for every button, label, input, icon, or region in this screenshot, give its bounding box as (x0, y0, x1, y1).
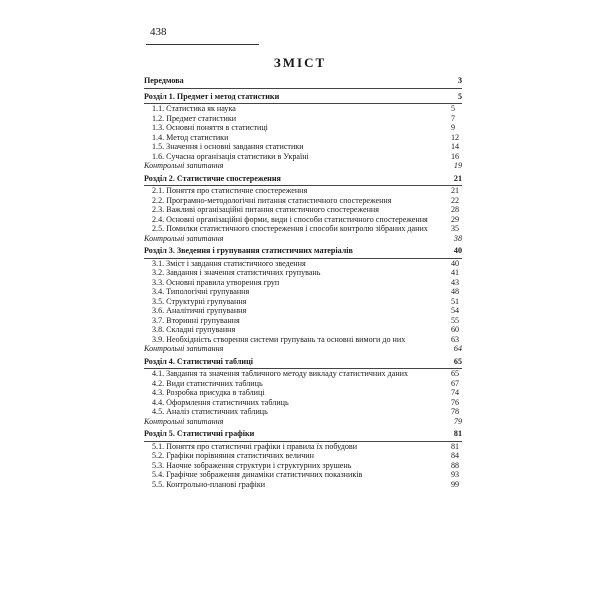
page-title: ЗМІСТ (273, 55, 327, 70)
toc-entry-title: 3.7. Вторинні групування (152, 315, 240, 325)
toc-section-entry (144, 357, 462, 367)
toc-subsection-entry: 3.2. Завдання і значення статистичних групувань 41 (152, 268, 460, 277)
toc-entry-title: 4.5. Аналіз статистичних таблиць (152, 407, 268, 416)
toc-subsection-entry: 2.2. Програмно-методологічні питання статистичного спостереження 22 (152, 195, 460, 205)
toc-entry-title: Розділ 4. Статистичні таблиці (144, 356, 254, 366)
toc-subsection-entry: 4.1. Завдання та значення табличного методу викладу статистичних даних 65 (152, 369, 460, 378)
toc-entry-title: Розділ 2. Статистичне спостереження (144, 173, 281, 183)
toc-subsection-entry: 3.4. Типологічні групування 48 (152, 287, 460, 296)
toc-entry-title: 4.2. Види статистичних таблиць (152, 378, 263, 388)
toc-subsection-entry: 5.2. Графіки порівняння статистичних величин 84 (152, 451, 460, 460)
toc-subsection-entry: 2.1. Поняття про статистичне спостереження 21 (152, 186, 460, 195)
toc-entry-page: 38 (453, 233, 462, 243)
toc-entry-title: 2.4. Основні організаційні форми, види і способи статистичного спостереження (152, 214, 428, 224)
toc-section-entry (144, 76, 462, 86)
toc-entry-title: Контрольні запитання (144, 344, 224, 353)
toc-subsection-entry: 4.4. Оформлення статистичних таблиць 76 (152, 397, 460, 407)
toc-entry-title: 1.4. Метод статистики (152, 132, 229, 142)
toc-entry-title: 1.5. Значення і основні завдання статистики (152, 142, 304, 151)
toc-entry-page: 64 (453, 344, 462, 353)
toc-entry-page: 21 (453, 173, 462, 183)
toc-entry-page: 3 (457, 76, 462, 85)
toc-entry-title: 2.3. Важливі організаційні питання статистичного спостереження (152, 205, 379, 214)
toc-entry-page: 81 (453, 429, 462, 438)
toc-subsection-entry: 3.8. Складні групування 60 (152, 325, 460, 334)
toc-subsection-entry: 5.5. Контрольно-планові графіки 99 (152, 479, 460, 489)
header-rule (146, 44, 259, 45)
toc-entry-page: 79 (453, 416, 462, 426)
toc-subsection-entry: 4.2. Види статистичних таблиць 67 (152, 378, 460, 388)
toc-entry-title: 5.2. Графіки порівняння статистичних величин (152, 451, 314, 460)
toc-entry-title: 3.8. Складні групування (152, 325, 236, 334)
toc-entry-title: 5.4. Графічне зображення динаміки статистичних показників (152, 470, 363, 479)
toc-questions-entry (144, 344, 462, 354)
toc-subsection-entry: 5.4. Графічне зображення динаміки статистичних показників 93 (152, 470, 460, 479)
toc-entry-page: 19 (453, 161, 462, 170)
toc-subsection-entry: 1.2. Предмет статистики 7 (152, 113, 456, 123)
toc-entry-title: 5.1. Поняття про статистичні графіки і правила їх побудови (152, 441, 358, 451)
toc-section-entry (144, 92, 462, 102)
toc-subsection-entry: 3.5. Структурні групування 51 (152, 296, 460, 306)
toc-entry-page: 65 (453, 356, 462, 366)
toc-subsection-entry: 3.7. Вторинні групування 55 (152, 315, 460, 325)
toc-entry-title: 3.2. Завдання і значення статистичних групувань (152, 268, 321, 277)
table-of-contents (144, 76, 462, 489)
toc-entry-title: Розділ 3. Зведення і групування статистичних матеріалів (144, 246, 353, 255)
toc-section-entry (144, 174, 462, 184)
toc-subsection-entry: 3.3. Основні правила утворення груп 43 (152, 277, 460, 287)
toc-subsection-entry: 1.6. Сучасна організація статистики в Україні 16 (152, 151, 460, 161)
toc-entry-title: 5.3. Наочне зображення структури і структурних зрушень (152, 460, 352, 470)
toc-section-entry (144, 429, 462, 439)
toc-subsection-entry: 1.4. Метод статистики 12 (152, 132, 460, 142)
toc-subsection-entry: 2.4. Основні організаційні форми, види і способи статистичного спостереження 29 (152, 214, 460, 224)
toc-questions-entry (144, 161, 462, 171)
toc-entry-title: 3.5. Структурні групування (152, 296, 247, 306)
toc-entry-title: 1.3. Основні поняття в статистиці (152, 123, 268, 132)
toc-entry-title: Розділ 5. Статистичні графіки (144, 429, 255, 438)
toc-entry-title: 4.4. Оформлення статистичних таблиць (152, 397, 289, 407)
toc-entry-title: 2.1. Поняття про статистичне спостереження (152, 186, 308, 195)
toc-entry-title: 3.6. Аналітичні групування (152, 306, 247, 315)
toc-subsection-entry: 3.9. Необхідність створення системи групувань та основні вимоги до них 63 (152, 334, 460, 344)
toc-entry-title: Передмова (144, 76, 184, 85)
toc-entry-title: Контрольні запитання (144, 161, 224, 170)
toc-entry-page: 5 (457, 91, 462, 101)
toc-subsection-entry: 5.3. Наочне зображення структури і структурних зрушень 88 (152, 460, 460, 470)
toc-entry-title: 2.5. Помилки статистичного спостереження і способи контролю зібраних даних (152, 224, 428, 233)
toc-entry-title: 1.2. Предмет статистики (152, 113, 237, 123)
toc-questions-entry (144, 234, 462, 244)
toc-entry-title: 3.9. Необхідність створення системи групувань та основні вимоги до них (152, 334, 406, 344)
toc-entry-title: Розділ 1. Предмет і метод статистики (144, 91, 280, 101)
toc-subsection-entry: 2.3. Важливі організаційні питання статистичного спостереження 28 (152, 205, 460, 214)
page-number: 438 (150, 26, 167, 38)
toc-subsection-entry: 1.5. Значення і основні завдання статистики 14 (152, 142, 460, 151)
toc-entry-title: 1.6. Сучасна організація статистики в Україні (152, 151, 309, 161)
toc-entry-title: 3.3. Основні правила утворення груп (152, 277, 280, 287)
toc-subsection-entry: 4.3. Розробка присудка в таблиці 74 (152, 388, 460, 397)
toc-entry-title: 3.1. Зміст і завдання статистичного зведення (152, 258, 306, 268)
toc-section-entry (144, 246, 462, 256)
toc-subsection-entry: 3.1. Зміст і завдання статистичного зведення 40 (152, 258, 460, 268)
toc-entry-page: 40 (453, 246, 462, 255)
toc-entry-title: Контрольні запитання (144, 416, 224, 426)
toc-subsection-entry: 1.3. Основні поняття в статистиці 9 (152, 123, 456, 132)
toc-entry-title: 4.1. Завдання та значення табличного методу викладу статистичних даних (152, 369, 409, 378)
toc-entry-title: 1.1. Статистика як наука (152, 104, 236, 113)
toc-entry-title: 3.4. Типологічні групування (152, 287, 250, 296)
toc-subsection-entry: 1.1. Статистика як наука 5 (152, 104, 456, 113)
toc-subsection-entry: 5.1. Поняття про статистичні графіки і правила їх побудови 81 (152, 441, 460, 451)
toc-subsection-entry: 3.6. Аналітичні групування 54 (152, 306, 460, 315)
toc-entry-title: 2.2. Програмно-методологічні питання статистичного спостереження (152, 195, 392, 205)
toc-subsection-entry: 2.5. Помилки статистичного спостереження і способи контролю зібраних даних 35 (152, 224, 460, 233)
toc-questions-entry (144, 417, 462, 427)
toc-subsection-entry: 4.5. Аналіз статистичних таблиць 78 (152, 407, 460, 416)
toc-entry-title: 5.5. Контрольно-планові графіки (152, 479, 266, 489)
toc-entry-title: 4.3. Розробка присудка в таблиці (152, 388, 265, 397)
toc-entry-title: Контрольні запитання (144, 233, 224, 243)
